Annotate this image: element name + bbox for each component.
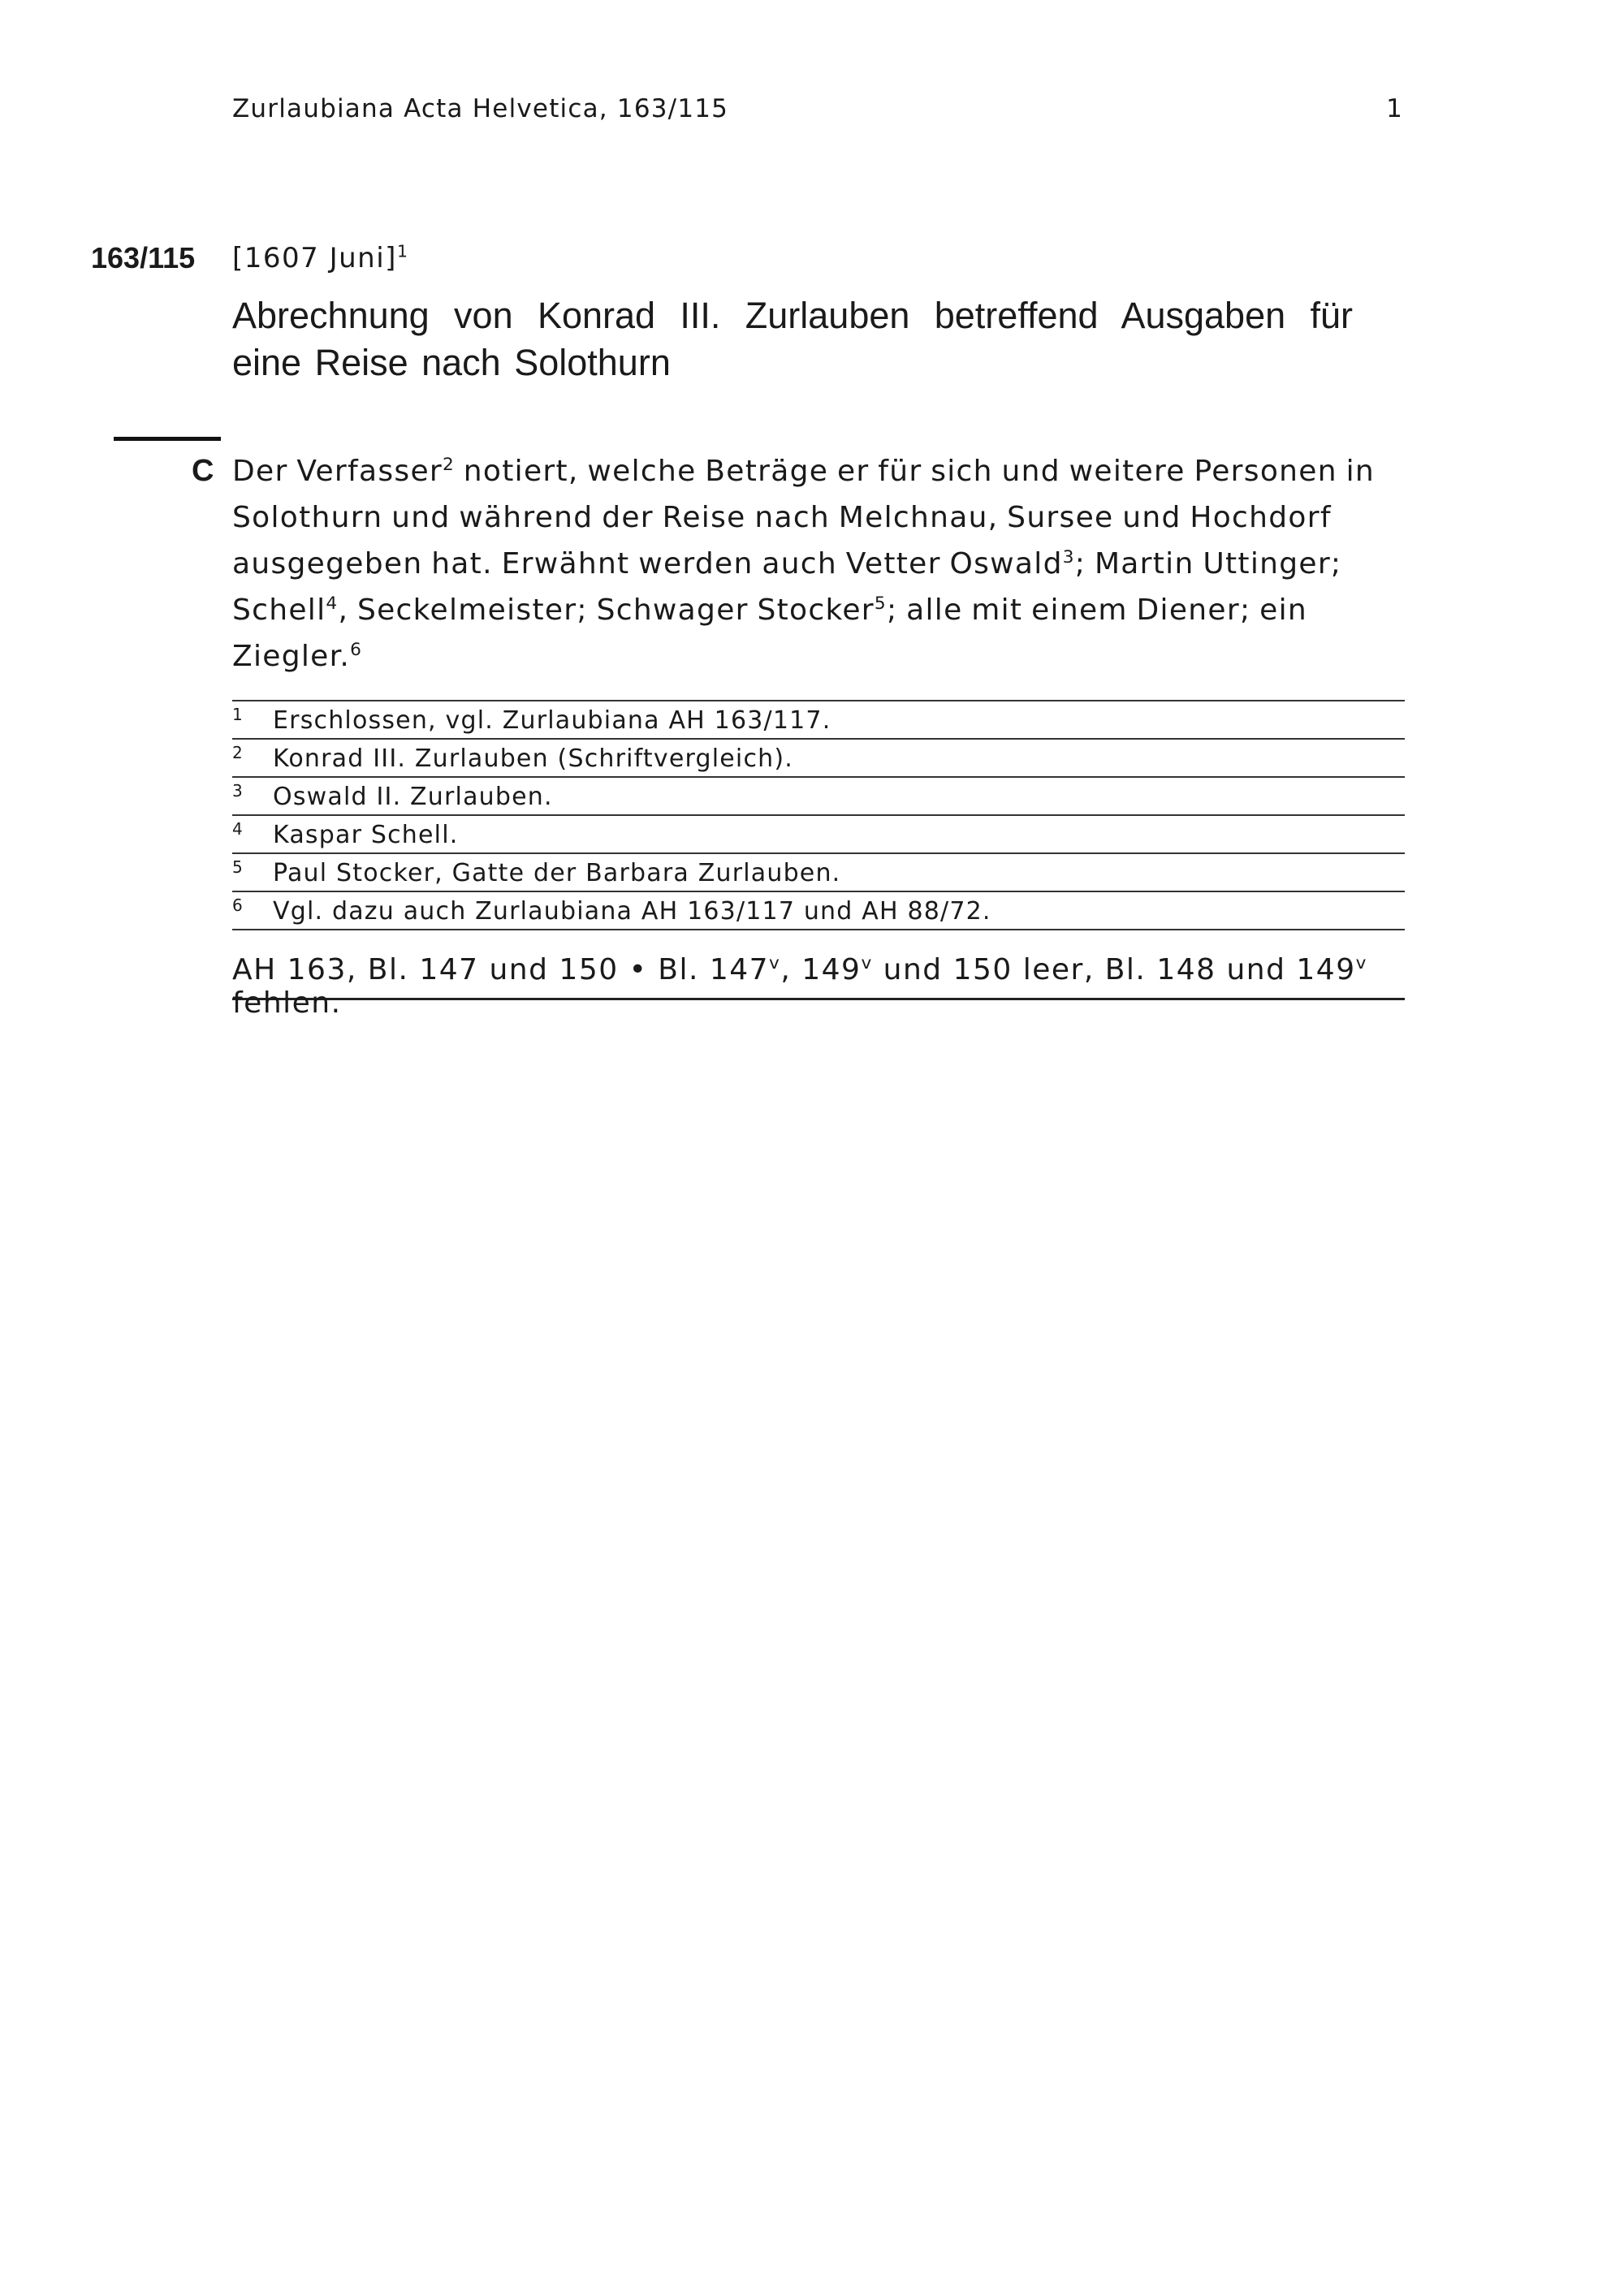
footnote-number: 5	[232, 857, 244, 877]
summary-text-4: , Seckelmeister; Schwager Stocker	[338, 593, 875, 627]
footnote-number: 3	[232, 781, 244, 801]
summary-text-5: ; alle mit einem Diener; ein Ziegler.	[232, 593, 1307, 673]
footnote-ref-5: 5	[874, 593, 887, 614]
section-rule	[114, 437, 221, 441]
footnotes-list	[232, 700, 1405, 930]
summary-text-2: notiert, welche Beträge er für sich und weitere Personen in Solothurn und während der Reise nach Melchnau, Sursee und Hochdorf ausgegeben hat. Erwähnt werden auch Vetter Oswald	[232, 455, 1375, 580]
footnote-text: Oswald II. Zurlauben.	[273, 783, 553, 811]
running-head	[232, 94, 1403, 123]
source-reference	[232, 950, 1405, 1020]
footnote	[232, 740, 1405, 778]
page-number: 1	[1386, 94, 1403, 123]
verso-mark: v	[861, 953, 873, 973]
footnote	[232, 854, 1405, 892]
footnote-ref-6: 6	[350, 640, 363, 660]
running-head-title: Zurlaubiana Acta Helvetica, 163/115	[232, 94, 729, 123]
verso-mark: v	[1355, 953, 1367, 973]
footnote-number: 2	[232, 743, 244, 762]
summary-paragraph	[232, 448, 1393, 680]
footnote	[232, 701, 1405, 740]
source-text-2: , 149	[780, 953, 862, 986]
footnote-ref-4: 4	[326, 593, 339, 614]
footnote	[232, 816, 1405, 854]
footnote-text: Erschlossen, vgl. Zurlaubiana AH 163/117.	[273, 706, 831, 735]
footnote-ref-1: 1	[396, 241, 409, 261]
verso-mark: v	[769, 953, 781, 973]
footnote-text: Vgl. dazu auch Zurlaubiana AH 163/117 und AH 88/72.	[273, 897, 991, 926]
document-title: Abrechnung von Konrad III. Zurlauben betreffend Ausgaben für eine Reise nach Solothurn	[232, 295, 1353, 383]
footnote-ref-2: 2	[443, 455, 456, 475]
footnote-text: Paul Stocker, Gatte der Barbara Zurlauben.	[273, 859, 841, 887]
footnote	[232, 892, 1405, 930]
footnote	[232, 778, 1405, 816]
summary-text-1: Der Verfasser	[232, 455, 443, 488]
footnote-number: 1	[232, 705, 244, 724]
source-text-3: und 150 leer, Bl. 148 und 149	[872, 953, 1356, 986]
footnote-number: 4	[232, 819, 244, 839]
source-text-1: AH 163, Bl. 147 und 150 • Bl. 147	[232, 953, 770, 986]
footnote-text: Kaspar Schell.	[273, 821, 459, 849]
footnote-number: 6	[232, 896, 244, 915]
section-letter: C	[192, 454, 214, 488]
footnote-text: Konrad III. Zurlauben (Schriftvergleich).	[273, 744, 793, 773]
source-text-4: fehlen.	[232, 986, 342, 1020]
summary-text-3: ; Martin Uttinger; Schell	[232, 547, 1342, 627]
document-date-text: [1607 Juni]	[232, 242, 397, 274]
document-number: 163/115	[91, 241, 196, 274]
footnote-ref-3: 3	[1062, 547, 1075, 568]
document-date	[232, 242, 408, 274]
